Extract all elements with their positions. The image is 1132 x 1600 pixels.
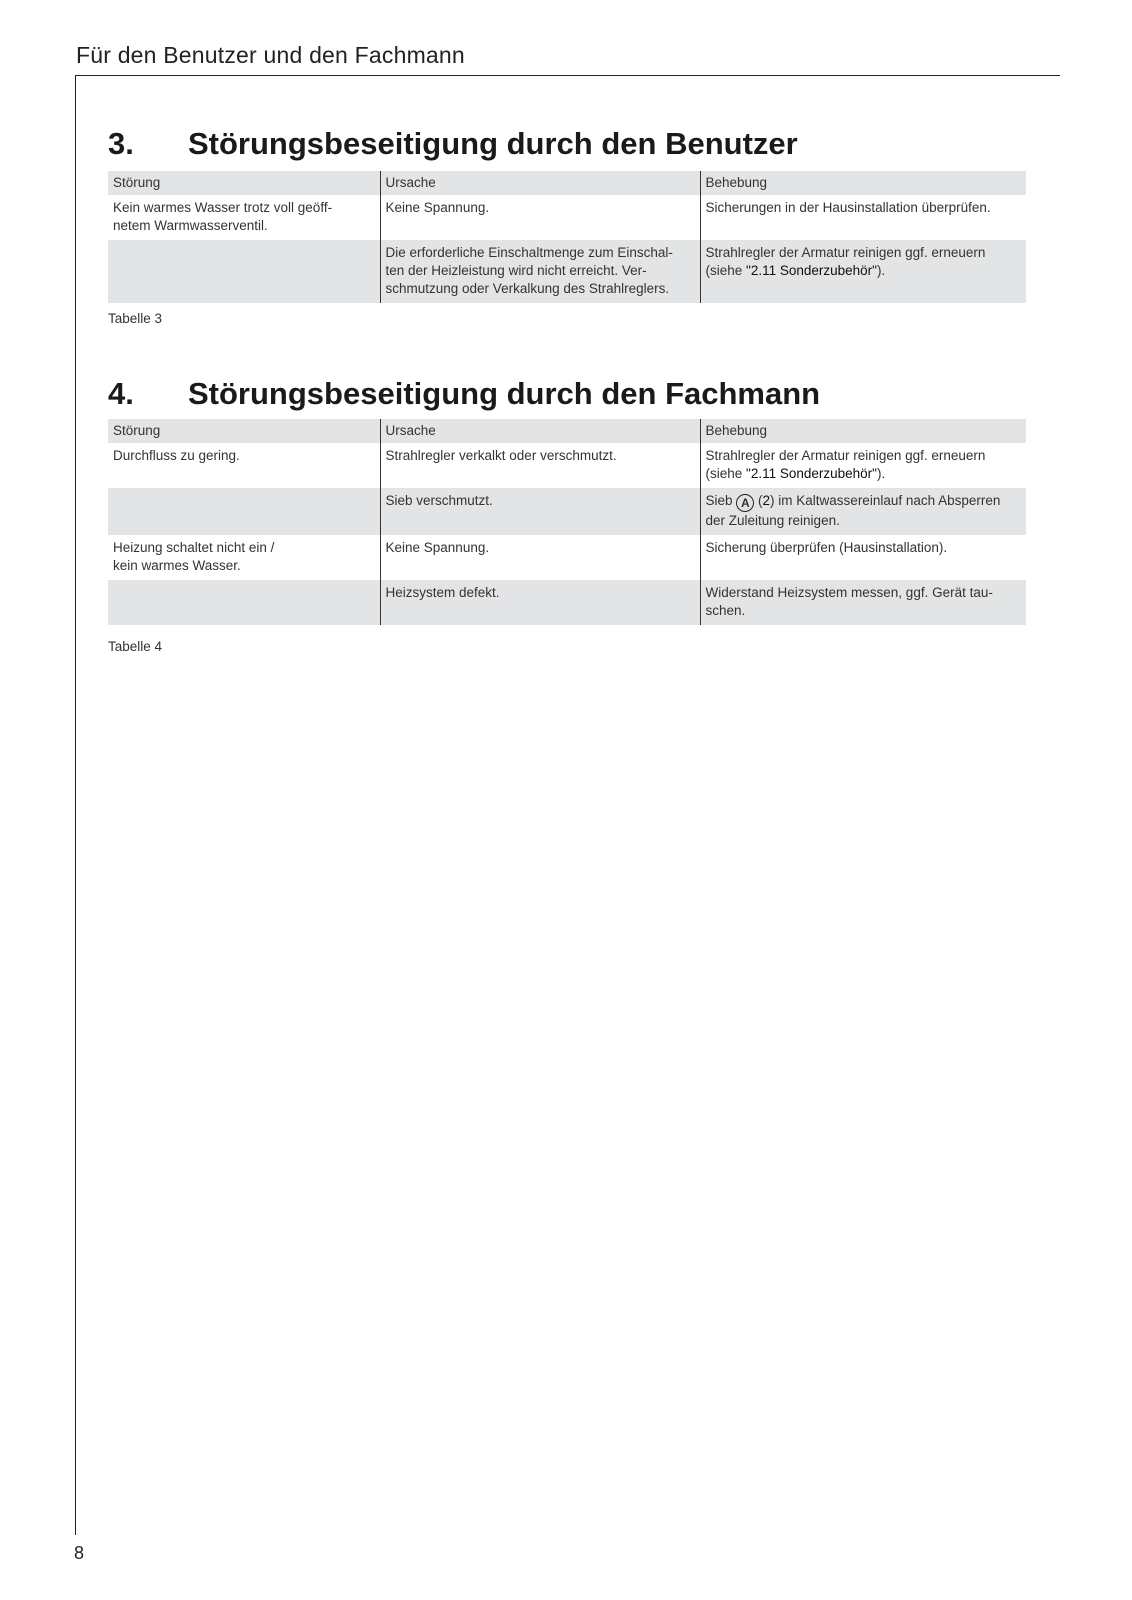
table-row [108,535,1026,580]
cell-text: ( [754,493,763,508]
section-4-title: Störungsbeseitigung durch den Fachmann [188,376,821,411]
header-rule [75,75,1060,76]
cell-text: Widerstand Heizsystem messen, ggf. Gerät tau- schen. [705,585,993,618]
cell-ursache [380,535,700,580]
cell-ursache [380,195,700,240]
cell-behebung [700,580,1026,625]
cell-behebung [700,195,1026,240]
cell-ursache [380,580,700,625]
table-4-caption: Tabelle 4 [108,639,163,654]
cell-stoerung [108,488,380,535]
table-row [108,580,1026,625]
table-row [108,195,1026,240]
cell-text: Die erforderliche Einschaltmenge zum Einschal- ten der Heizleistung wird nicht erreicht. Ver- schmutzung oder Verkalkung des Strahlreglers. [385,245,673,296]
cell-ursache [380,240,700,303]
cell-text: Durchfluss zu gering. [113,448,240,463]
cell-text: Sieb verschmutzt. [385,493,493,508]
cell-ursache [380,443,700,488]
cell-behebung [700,240,1026,303]
cell-stoerung [108,580,380,625]
cross-reference: "2.11 Sonderzubehör" [746,466,877,481]
cell-stoerung [108,443,380,488]
cell-text: ). [876,263,886,278]
column-header-ursache: Ursache [380,171,700,195]
section-3-number: 3. [108,126,134,161]
cell-text: ) im Kaltwassereinlauf nach Absperren der Zuleitung reinigen. [705,493,1001,528]
troubleshooting-table-technician [108,419,1026,625]
column-header-behebung: Behebung [700,419,1026,443]
cell-stoerung [108,195,380,240]
cell-text: Heizsystem defekt. [385,585,500,600]
column-header-behebung: Behebung [700,171,1026,195]
circled-letter-a-symbol: A [736,494,754,512]
margin-rule [75,75,76,1535]
cell-behebung [700,443,1026,488]
column-header-stoerung: Störung [108,419,380,443]
section-3-title: Störungsbeseitigung durch den Benutzer [188,126,798,161]
cell-text: ). [876,466,886,481]
cell-behebung [700,535,1026,580]
cell-ursache [380,488,700,535]
cell-stoerung [108,240,380,303]
column-header-stoerung: Störung [108,171,380,195]
cell-text: Sicherungen in der Hausinstallation überprüfen. [705,200,991,215]
cell-text: Kein warmes Wasser trotz voll geöff- netem Warmwasserventil. [113,200,333,233]
section-4-number: 4. [108,376,134,411]
troubleshooting-table-user [108,171,1026,303]
running-header: Für den Benutzer und den Fachmann [76,42,465,68]
cell-stoerung [108,535,380,580]
table-row [108,443,1026,488]
table-row [108,488,1026,535]
cell-text: Heizung schaltet nicht ein / kein warmes Wasser. [113,540,275,573]
cell-text: Strahlregler der Armatur reinigen ggf. erneuern (siehe [705,245,986,278]
table-row [108,240,1026,303]
cross-reference: "2.11 Sonderzubehör" [746,263,877,278]
cell-behebung [700,488,1026,535]
table-3-caption: Tabelle 3 [108,311,163,326]
page-number: 8 [74,1543,85,1563]
cell-text: Sicherung überprüfen (Hausinstallation). [705,540,948,555]
part-number: 2 [762,493,771,508]
cell-text: Strahlregler verkalkt oder verschmutzt. [385,448,617,463]
cell-text: Keine Spannung. [385,200,490,215]
section-3-heading [108,126,798,162]
cell-text: Sieb [705,493,737,508]
cell-text: Keine Spannung. [385,540,490,555]
section-4-heading [108,376,820,412]
column-header-ursache: Ursache [380,419,700,443]
table-header-row [108,171,1026,195]
table-header-row [108,419,1026,443]
cell-text: Strahlregler der Armatur reinigen ggf. erneuern (siehe [705,448,986,481]
